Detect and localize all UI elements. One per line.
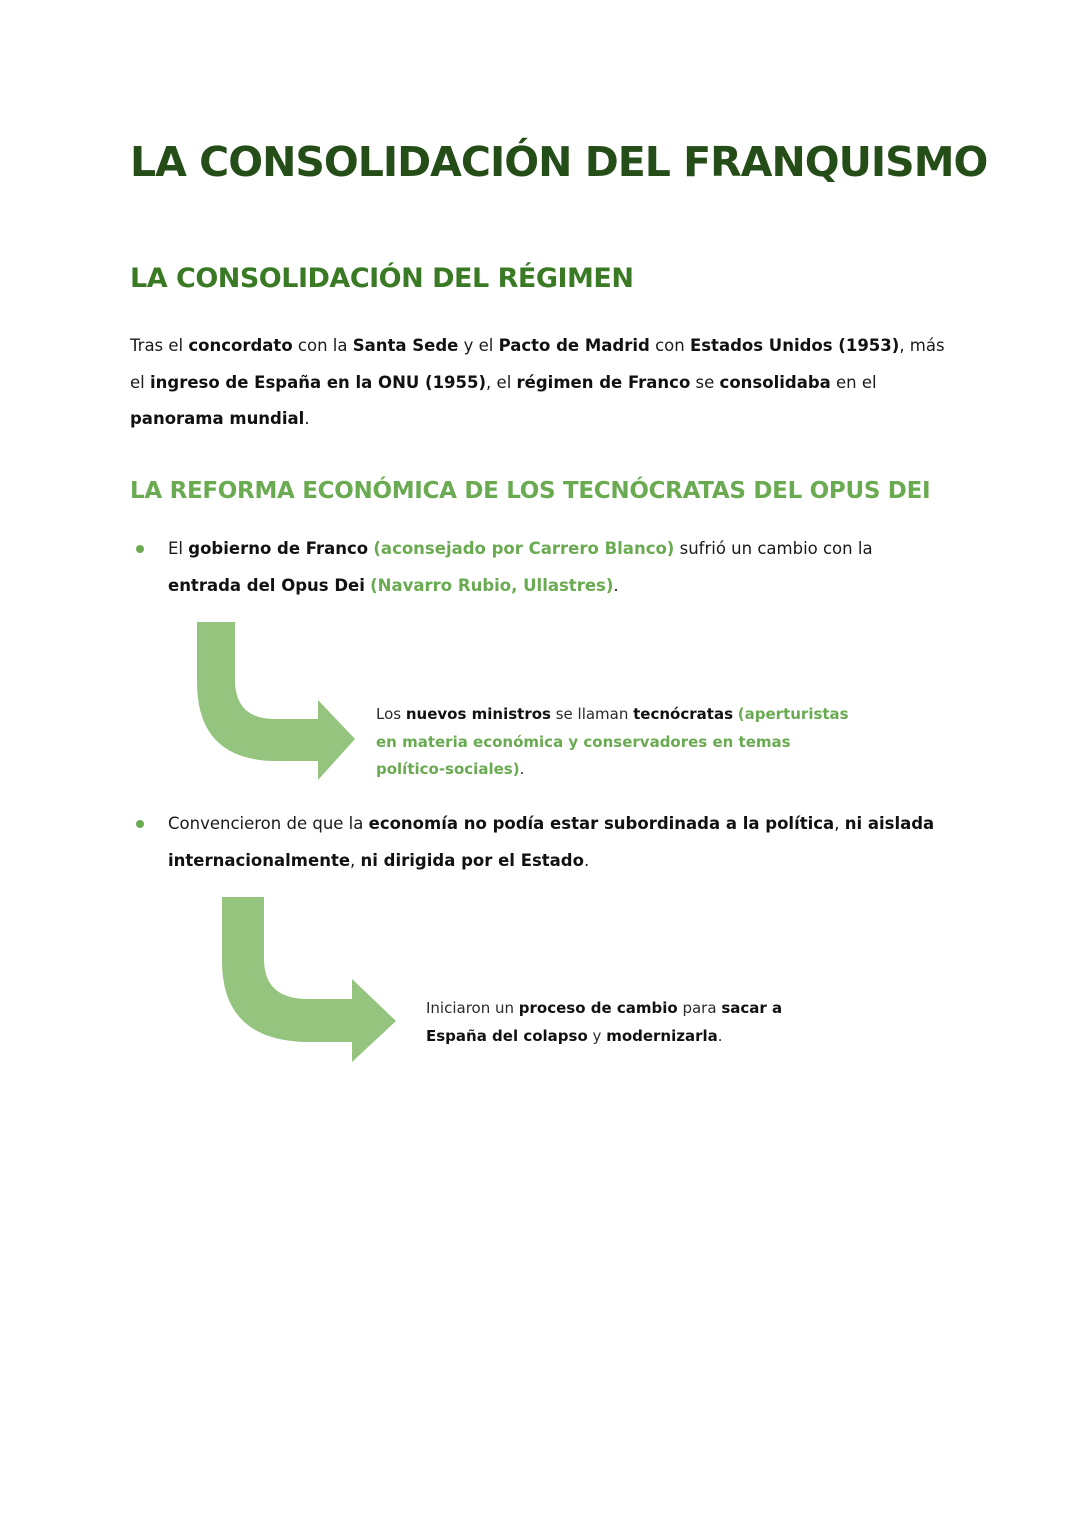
curved-arrow-icon (220, 897, 400, 1065)
bold-text: economía no podía estar subordinada a la política (368, 814, 835, 833)
bold-text: ni dirigida por el Estado (360, 850, 584, 870)
callout-tecnocratas (376, 701, 856, 784)
text: . (583, 850, 590, 870)
bold-text: Santa Sede (352, 336, 459, 355)
text: se (690, 372, 720, 392)
text: , (350, 850, 361, 870)
bold-text: sacar a España del colapso (426, 999, 783, 1045)
text: sufrió un cambio con la (674, 539, 873, 558)
bold-text: gobierno de Franco (188, 539, 369, 558)
bold-text: proceso de cambio (518, 999, 678, 1017)
bold-text: concordato (188, 336, 293, 355)
bold-text: panorama mundial (130, 409, 305, 428)
text: Iniciaron un (426, 999, 519, 1017)
bold-text: entrada del Opus Dei (168, 575, 365, 595)
text: en el (830, 372, 877, 392)
bold-text: nuevos ministros (405, 705, 551, 723)
text: Los (376, 705, 406, 723)
text: El (168, 539, 189, 558)
bold-text: ingreso de España en la ONU (1955) (149, 372, 487, 392)
page-title: LA CONSOLIDACIÓN DEL FRANQUISMO (130, 138, 988, 186)
green-text: (aperturistas en materia económica y conservadores en temas político-sociales) (376, 705, 849, 778)
bullet-dot-icon (136, 545, 144, 553)
bullet-dot-icon (136, 820, 144, 828)
bold-text: consolidaba (719, 372, 831, 392)
section-heading-regimen: LA CONSOLIDACIÓN DEL RÉGIMEN (130, 263, 634, 294)
text: , (834, 814, 845, 833)
text: . (613, 575, 619, 595)
text: con (649, 336, 690, 355)
text: se llaman (550, 705, 634, 723)
green-text: (Navarro Rubio, Ullastres) (370, 575, 614, 595)
bold-text: régimen de Franco (516, 372, 691, 392)
bold-text: Pacto de Madrid (498, 336, 650, 355)
text: . (519, 760, 525, 778)
text: Tras el (130, 336, 189, 355)
bold-text: modernizarla (606, 1026, 718, 1045)
text: y (587, 1026, 607, 1045)
text: . (304, 409, 310, 428)
text: con la (292, 336, 353, 355)
bullet-item-economia (168, 806, 948, 879)
bold-text: Estados Unidos (1953) (689, 336, 900, 355)
bold-text: tecnócratas (633, 705, 733, 723)
text: , más el (130, 336, 945, 392)
text: y el (458, 336, 499, 355)
curved-arrow-icon (195, 622, 360, 784)
callout-proceso-cambio (426, 995, 826, 1050)
bold-text: ni aislada internacionalmente (168, 814, 935, 870)
bullet-item-gobierno (168, 531, 948, 604)
section-heading-reforma: LA REFORMA ECONÓMICA DE LOS TECNÓCRATAS DEL OPUS DEI (130, 478, 931, 504)
text: Convencieron de que la (168, 814, 369, 833)
text: para (677, 999, 722, 1017)
text: . (717, 1026, 723, 1045)
paragraph-consolidacion (130, 328, 950, 438)
text: , el (486, 372, 517, 392)
green-text: (aconsejado por Carrero Blanco) (373, 539, 675, 558)
